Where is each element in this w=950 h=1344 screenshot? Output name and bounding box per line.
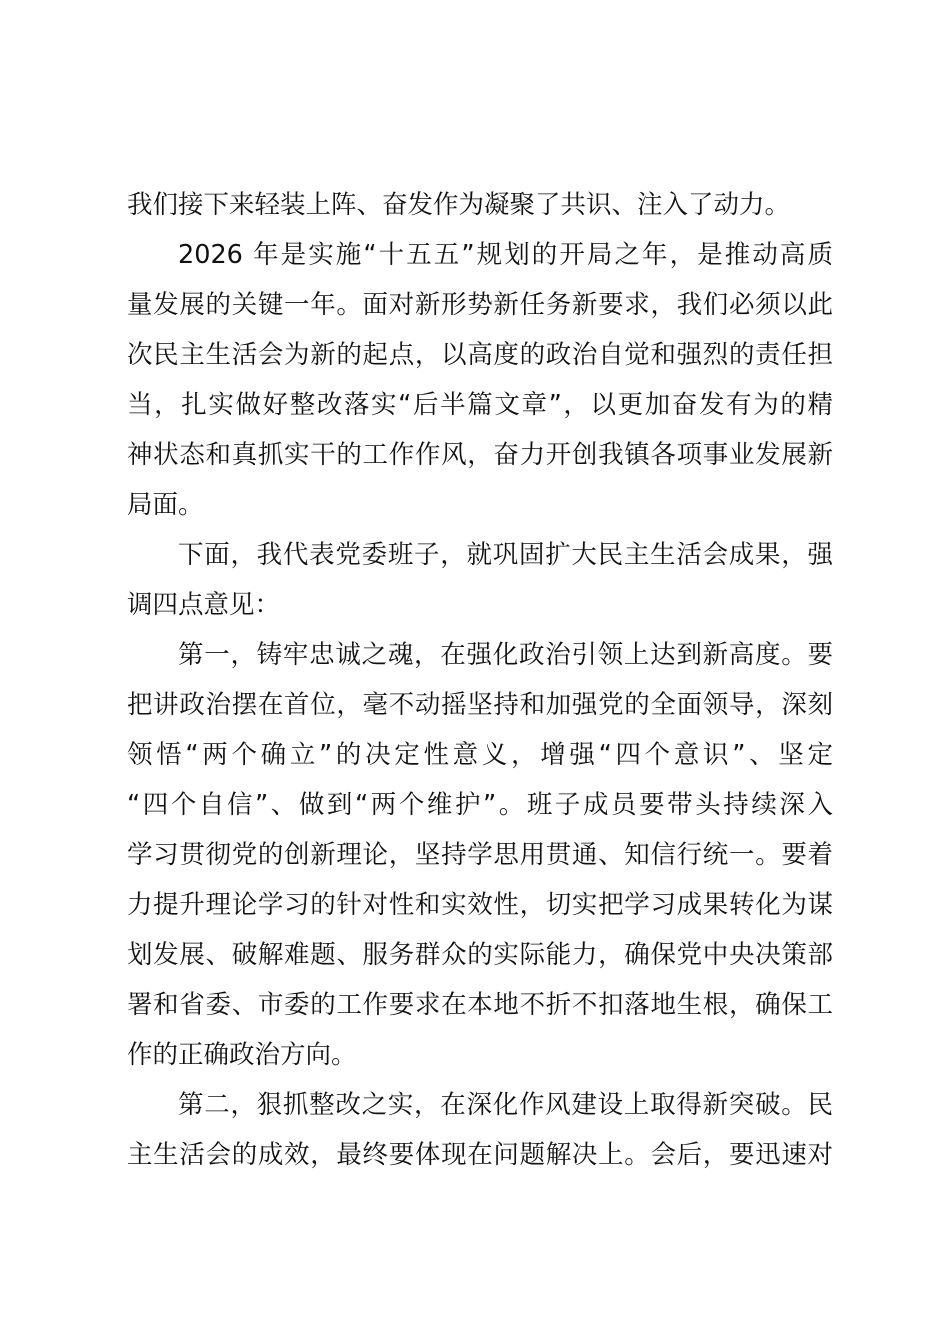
text-line: 局面。 bbox=[127, 490, 204, 520]
text-line: 划发展、破解难题、服务群众的实际能力，确保党中央决策部 bbox=[127, 940, 833, 970]
text-line: 我们接下来轻装上阵、奋发作为凝聚了共识、注入了动力。 bbox=[127, 190, 791, 220]
text-line: 主生活会的成效，最终要体现在问题解决上。会后，要迅速对 bbox=[127, 1140, 833, 1170]
text-line: 神状态和真抓实干的工作作风，奋力开创我镇各项事业发展新 bbox=[127, 440, 833, 470]
text-line: 把讲政治摆在首位，毫不动摇坚持和加强党的全面领导，深刻 bbox=[127, 690, 833, 720]
text-line: 当，扎实做好整改落实“后半篇文章”，以更加奋发有为的精 bbox=[127, 390, 833, 420]
text-line: 次民主生活会为新的起点，以高度的政治自觉和强烈的责任担 bbox=[127, 340, 833, 370]
paragraph-start-line: 2026 年是实施“十五五”规划的开局之年，是推动高质 bbox=[178, 240, 833, 270]
section-heading-1: 第一，铸牢忠诚之魂，在强化政治引领上达到新高度。要 bbox=[178, 640, 833, 670]
text-line: 作的正确政治方向。 bbox=[127, 1040, 357, 1070]
text-line: “四个自信”、做到“两个维护”。班子成员要带头持续深入 bbox=[127, 790, 833, 820]
paragraph-start-line: 下面，我代表党委班子，就巩固扩大民主生活会成果，强 bbox=[178, 540, 833, 570]
text-line: 量发展的关键一年。面对新形势新任务新要求，我们必须以此 bbox=[127, 290, 833, 320]
text-line: 学习贯彻党的创新理论，坚持学思用贯通、知信行统一。要着 bbox=[127, 840, 833, 870]
text-line: 领悟“两个确立”的决定性意义，增强“四个意识”、坚定 bbox=[127, 740, 833, 770]
text-line: 调四点意见： bbox=[127, 590, 281, 620]
text-line: 署和省委、市委的工作要求在本地不折不扣落地生根，确保工 bbox=[127, 990, 833, 1020]
text-line: 力提升理论学习的针对性和实效性，切实把学习成果转化为谋 bbox=[127, 890, 833, 920]
section-heading-2: 第二，狠抓整改之实，在深化作风建设上取得新突破。民 bbox=[178, 1090, 833, 1120]
